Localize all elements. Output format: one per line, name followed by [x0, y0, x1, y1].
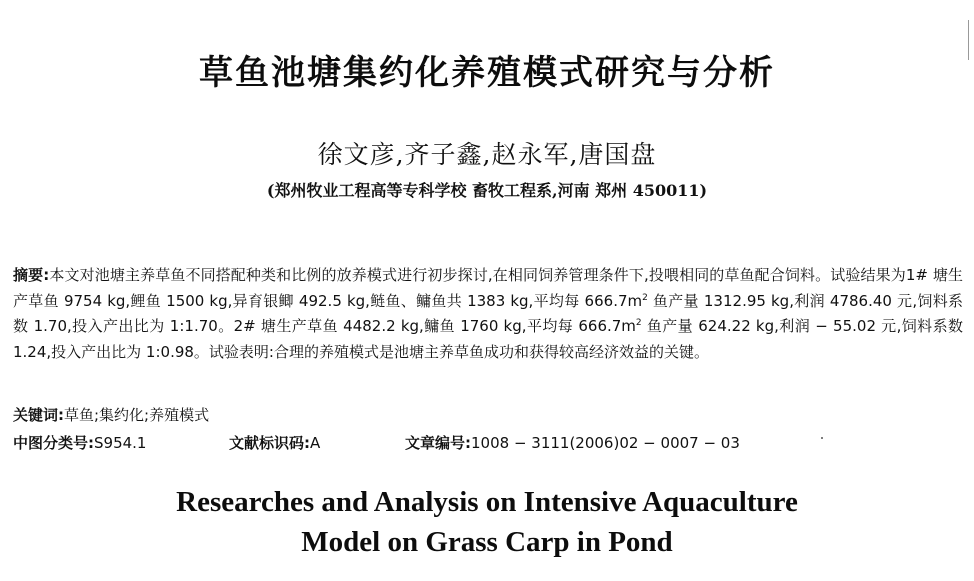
abstract-text-part2: 鱼产量 1312.95 kg,利润 4786.40 元,饲料系数 1.70,投入产出比为 1:1.70。2# 塘生产草鱼 4482.2 kg,鳙鱼 1760 kg,平均每 666.7m [13, 291, 963, 335]
abstract [13, 263, 963, 365]
keywords [13, 403, 963, 427]
english-title-line-1: Researches and Analysis on Intensive Aquaculture [176, 486, 798, 518]
keywords-text: 草鱼;集约化;养殖模式 [64, 406, 210, 424]
article-number [405, 430, 740, 456]
clc-label: 中图分类号: [13, 434, 94, 452]
english-title [0, 482, 974, 562]
english-title-line-2: Model on Grass Carp in Pond [301, 526, 673, 558]
classification-row [13, 430, 963, 456]
affiliation: (郑州牧业工程高等专科学校 畜牧工程系,河南 郑州 450011) [266, 181, 708, 200]
chinese-title: 草鱼池塘集约化养殖模式研究与分析 [199, 53, 775, 93]
authors: 徐文彦,齐子鑫,赵永军,唐国盘 [317, 140, 657, 169]
article-number-label: 文章编号: [405, 434, 471, 452]
scan-speck [968, 20, 969, 60]
abstract-superscript-1: 2 [642, 292, 648, 303]
document-code [229, 430, 320, 456]
clc-number [13, 430, 146, 456]
article-number-value: 1008 − 3111(2006)02 − 0007 − 03 [471, 434, 740, 452]
abstract-label: 摘要: [13, 266, 50, 284]
keywords-label: 关键词: [13, 406, 64, 424]
abstract-superscript-2: 2 [635, 318, 642, 328]
document-code-value: A [310, 434, 321, 452]
abstract-text-part3: 鱼产量 624.22 kg,利润 − 55.02 元,饲料系数 1.24,投入产出比为 1:0.98。试验表明:合理的养殖模式是池塘主养草鱼成功和获得较高经济效益的关键。 [13, 317, 963, 361]
abstract-text-part1: 本文对池塘主养草鱼不同搭配种类和比例的放养模式进行初步探讨,在相同饲养管理条件下,投喂相同的草鱼配合饲料。试验结果为1# 塘生产草鱼 9754 kg,鲤鱼 1500 kg,异育银鲫 492.5 kg,鲢鱼、鳙鱼共 1383 kg,平均每 666.7m [13, 266, 963, 310]
scan-speck [821, 437, 823, 439]
clc-value: S954.1 [94, 434, 147, 452]
document-code-label: 文献标识码: [229, 434, 310, 452]
